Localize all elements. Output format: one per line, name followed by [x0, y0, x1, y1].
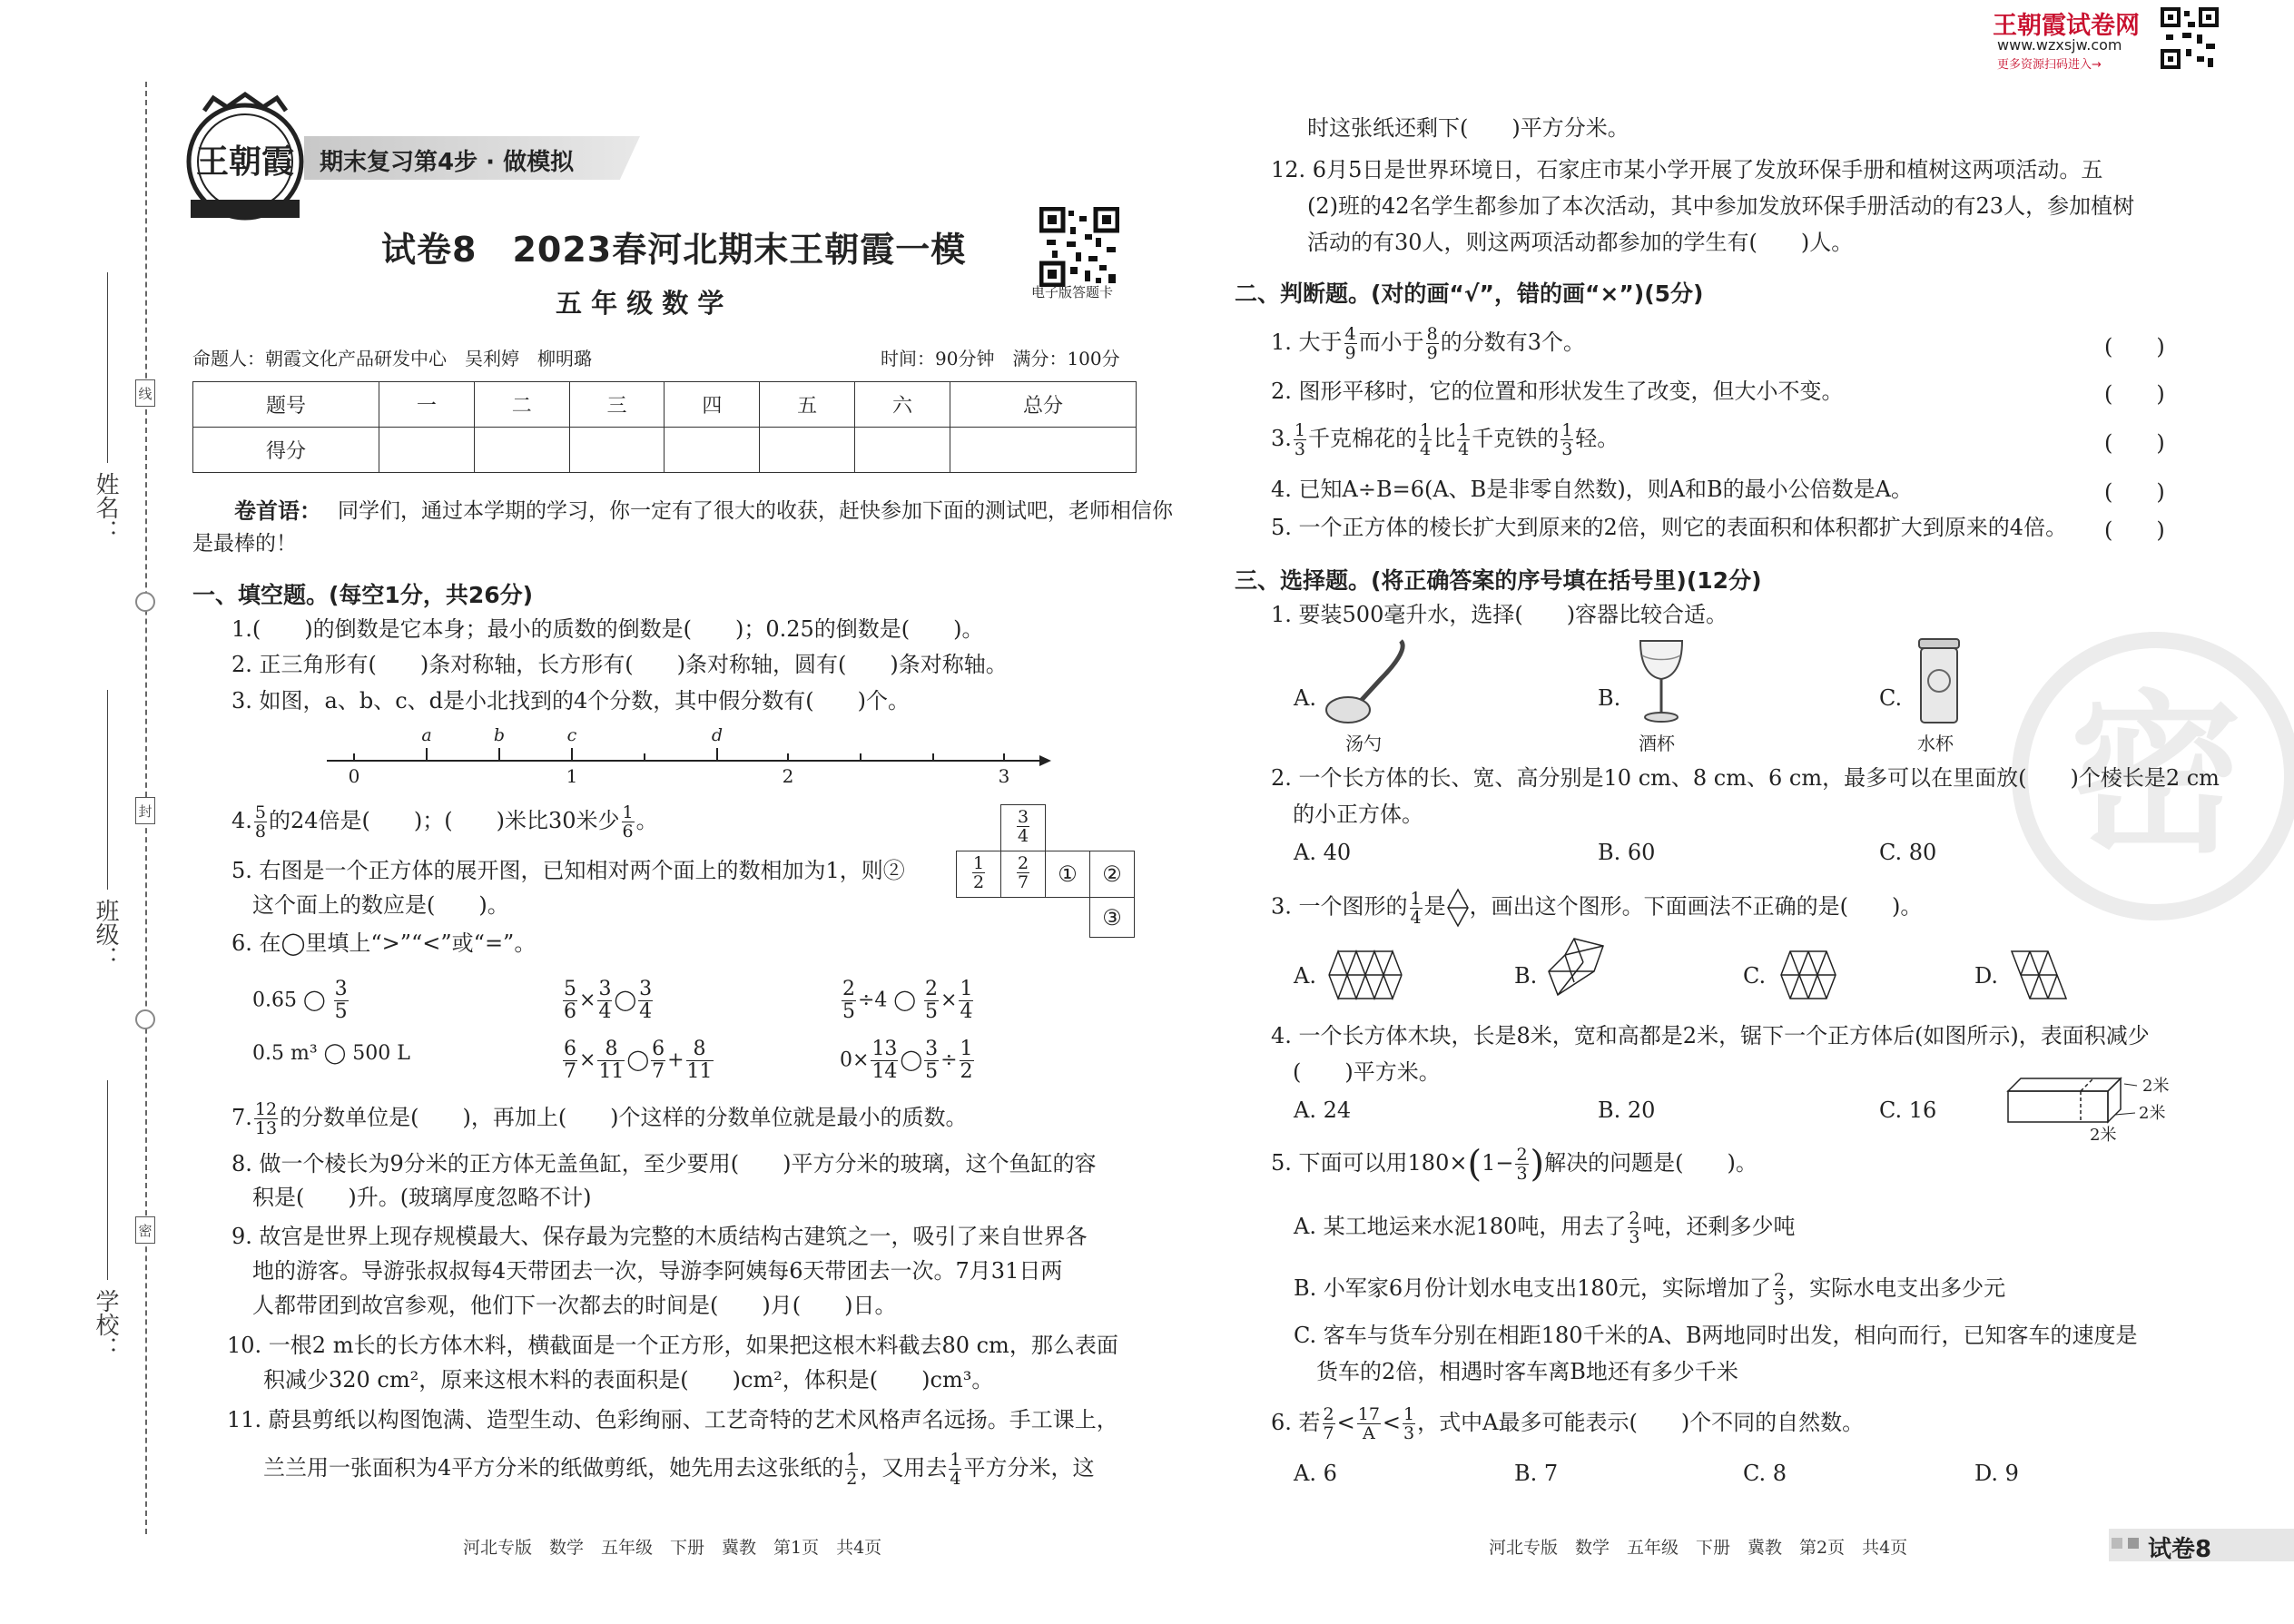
- footer-right: 河北专版 数学 五年级 下册 冀教 第2页 共4页: [1489, 1538, 1908, 1558]
- score-input[interactable]: [950, 428, 1136, 473]
- cup-icon: [1914, 635, 1964, 726]
- s1-q5: 5. 右图是一个正方体的展开图，已知相对两个面上的数相加为1，则②: [231, 858, 905, 883]
- s3-q5-option-c: 货车的2倍，相遇时客车离B地还有多少千米: [1316, 1359, 1738, 1384]
- s3-q5-option-b: B. 小军家6月份计划水电支出180元，实际增加了 $\frac{2}{3}$ ，实际水电支出多少元: [1294, 1270, 2006, 1309]
- score-cell: 五: [760, 382, 855, 428]
- paper-subtitle: 五 年 级 数 学: [556, 288, 724, 319]
- dim-label: 2米: [2139, 1104, 2166, 1123]
- s1-q8: 8. 做一个棱长为9分米的正方体无盖鱼缸，至少要用( )平方分米的玻璃，这个鱼缸的容: [231, 1151, 1097, 1176]
- score-input[interactable]: [474, 428, 569, 473]
- s3-q5-option-c: C. 客车与货车分别在相距180千米的A、B两地同时出发，相向而行，已知客车的速度是: [1294, 1323, 2138, 1348]
- answer-bracket[interactable]: ( ): [2104, 381, 2165, 407]
- score-input[interactable]: [760, 428, 855, 473]
- s3-q3: 3. 一个图形的 $\frac{1}{4}$ 是 ，画出这个图形。下面画法不正确的是( )。: [1271, 888, 1923, 928]
- nl-letter: d: [711, 725, 724, 745]
- score-cell: 三: [569, 382, 665, 428]
- brand-more: 更多资源扫码进入→: [1997, 58, 2102, 72]
- option: C. 16: [1879, 1097, 1937, 1123]
- option: D. 9: [1974, 1461, 2019, 1486]
- net-cell: ①: [1045, 851, 1090, 898]
- s3-q4: ( )平方米。: [1293, 1059, 1441, 1085]
- score-input[interactable]: [855, 428, 950, 473]
- nl-number: 1: [566, 765, 578, 786]
- answer-bracket[interactable]: ( ): [2104, 334, 2165, 359]
- caption: 汤勺: [1345, 733, 1382, 754]
- s1-q12: 12. 6月5日是世界环境日，石家庄市某小学开展了发放环保手册和植树这两项活动。五: [1271, 157, 2103, 182]
- s3-q5-option-a: A. 某工地运来水泥180吨，用去了 $\frac{2}{3}$ 吨，还剩多少吨: [1294, 1208, 1796, 1247]
- s3-q2: 2. 一个长方体的长、宽、高分别是10 cm、8 cm、6 cm，最多可以在里面放( )个棱长是2 cm: [1271, 765, 2220, 791]
- option: A. 40: [1294, 840, 1352, 865]
- qr-label: 电子版答题卡: [1031, 284, 1114, 300]
- brand-url[interactable]: www.wzxsjw.com: [1997, 36, 2122, 54]
- s2-q5: 5. 一个正方体的棱长扩大到原来的2倍，则它的表面积和体积都扩大到原来的4倍。: [1271, 515, 2068, 540]
- s1-q10: 10. 一根2 m长的长方体木料，横截面是一个正方形，如果把这根木料截去80 cm，那么表面: [227, 1333, 1118, 1358]
- nl-number: 2: [782, 765, 794, 786]
- compare-item: $\frac{5}{6}$ × $\frac{3}{4}$ ◯ $\frac{3}{4}$: [564, 978, 653, 1023]
- net-cell: ②: [1089, 851, 1135, 898]
- score-cell: 得分: [193, 428, 379, 473]
- time-score: 时间：90分钟 满分：100分: [881, 348, 1120, 369]
- s2-q1: 1. 大于 $\frac{4}{9}$ 而小于 $\frac{8}{9}$ 的分数有3个。: [1271, 324, 1585, 363]
- name-label: 姓名：: [92, 472, 119, 543]
- s3-q4: 4. 一个长方体木块，长是8米，宽和高都是2米，锯下一个正方体后(如图所示)，表面积减少: [1271, 1023, 2150, 1048]
- triangle-figure-a-icon: [1327, 950, 1409, 1000]
- nl-letter: c: [566, 725, 577, 745]
- nl-number: 3: [998, 765, 1010, 786]
- triangle-figure-c-icon: [1779, 950, 1837, 1000]
- school-label: 学校：: [92, 1289, 119, 1360]
- s1-q10: 积减少320 cm²，原来这根木料的表面积是( )cm²，体积是( )cm³。: [263, 1367, 994, 1393]
- footer-square-icon: [2112, 1538, 2122, 1549]
- class-label: 班级：: [92, 899, 119, 969]
- option-label: B.: [1514, 963, 1538, 989]
- s1-q5: 这个面上的数应是( )。: [252, 892, 509, 918]
- s1-q9: 地的游客。导游张叔叔每4天带团去一次，导游李阿姨每6天带团去一次。7月31日两: [252, 1258, 1063, 1284]
- option-label: A.: [1294, 685, 1316, 711]
- score-input[interactable]: [665, 428, 760, 473]
- s3-q5: 5. 下面可以用180×(1− $\frac{2}{3}$ )解决的问题是( )。: [1271, 1143, 1757, 1186]
- paper-title: 试卷8 2023春河北期末王朝霞一模: [381, 230, 967, 270]
- s1-q11: 时这张纸还剩下( )平方分米。: [1307, 115, 1629, 141]
- score-cell: 总分: [950, 382, 1136, 428]
- nl-letter: a: [421, 725, 432, 745]
- s1-q7: 7. $\frac{12}{13}$ 的分数单位是( )，再加上( )个这样的分数单位就是最小的质数。: [231, 1099, 968, 1138]
- option: B. 20: [1598, 1097, 1656, 1123]
- s3-q6: 6. 若 $\frac{2}{7}$ < $\frac{17}{A}$ < $\frac{1}{3}$ ，式中A最多可能表示( )个不同的自然数。: [1271, 1404, 1865, 1443]
- footer-left: 河北专版 数学 五年级 下册 冀教 第1页 共4页: [463, 1538, 882, 1558]
- dim-label: 2米: [2142, 1077, 2170, 1096]
- option-label: A.: [1294, 963, 1316, 989]
- option: B. 7: [1514, 1461, 1559, 1486]
- brand-qr-icon[interactable]: [2161, 7, 2219, 69]
- svg-text:王朝霞: 王朝霞: [195, 143, 295, 181]
- section-3-title: 三、选择题。(将正确答案的序号填在括号里)(12分): [1235, 567, 1762, 594]
- compare-item: 0.65 ◯ $\frac{3}{5}$: [252, 978, 348, 1023]
- s2-q3: 3. $\frac{1}{3}$ 千克棉花的 $\frac{1}{4}$ 比 $\frac{1}{4}$ 千克铁的 $\frac{1}{3}$ 轻。: [1271, 420, 1620, 459]
- number-line: [318, 723, 1053, 786]
- nl-number: 0: [348, 765, 360, 786]
- s2-q4: 4. 已知A÷B=6(A、B是非零自然数)，则A和B的最小公倍数是A。: [1271, 477, 1913, 502]
- authors: 命题人：朝霞文化产品研发中心 吴利婷 柳明璐: [192, 348, 592, 369]
- caption: 酒杯: [1639, 733, 1675, 754]
- s1-q4: 4. $\frac{5}{8}$ 的24倍是( )；( )米比30米少 $\frac{1}{6}$ 。: [231, 802, 658, 842]
- option: A. 24: [1294, 1097, 1352, 1123]
- s3-q2: 的小正方体。: [1293, 802, 1423, 827]
- score-table-score-row: [193, 428, 1137, 473]
- s3-q1: 1. 要装500毫升水，选择( )容器比较合适。: [1271, 602, 1728, 627]
- net-cell: ③: [1089, 897, 1135, 938]
- compare-item: 0.5 m³ ◯ 500 L: [252, 1042, 410, 1065]
- score-cell: 四: [665, 382, 760, 428]
- spoon-icon: [1321, 635, 1412, 726]
- step-label: 期末复习第4步 · 做模拟: [320, 149, 575, 176]
- cuboid-diagram-icon: [2006, 1071, 2188, 1144]
- intro-text: 是最棒的！: [192, 532, 297, 556]
- wangzhaoxia-logo: [177, 91, 313, 227]
- s1-q1: 1.( )的倒数是它本身；最小的质数的倒数是( )；0.25的倒数是( )。: [231, 616, 984, 642]
- dim-label: 2米: [2090, 1126, 2117, 1144]
- net-cell: $\frac{1}{2}$: [956, 851, 1001, 898]
- score-cell: 六: [855, 382, 950, 428]
- nl-letter: b: [493, 725, 506, 745]
- qr-code-icon[interactable]: [1039, 207, 1119, 287]
- option-label: C.: [1879, 685, 1903, 711]
- compare-item: 0× $\frac{13}{14}$ ◯ $\frac{3}{5}$ ÷ $\frac{1}{2}$: [840, 1038, 973, 1083]
- section-2-title: 二、判断题。(对的画“√”，错的画“×”)(5分): [1235, 281, 1704, 307]
- s1-q12: (2)班的42名学生都参加了本次活动，其中参加发放环保手册活动的有23人，参加植树: [1307, 193, 2135, 219]
- wine-glass-icon: [1629, 635, 1693, 726]
- option: C. 80: [1879, 840, 1937, 865]
- score-cell: 一: [379, 382, 475, 428]
- binding-knot-icon: [135, 1009, 155, 1029]
- option-label: B.: [1598, 685, 1621, 711]
- option: B. 60: [1598, 840, 1656, 865]
- compare-item: $\frac{2}{5}$ ÷4 ◯ $\frac{2}{5}$ × $\frac{1}{4}$: [842, 978, 973, 1023]
- footer-square-icon: [2128, 1538, 2139, 1549]
- binding-knot-icon: [135, 592, 155, 612]
- answer-bracket[interactable]: ( ): [2104, 479, 2165, 505]
- score-cell: 题号: [193, 382, 379, 428]
- s1-q9: 9. 故宫是世界上现存规模最大、保存最为完整的木质结构古建筑之一，吸引了来自世界各: [231, 1224, 1088, 1249]
- school-field[interactable]: [107, 1080, 108, 1280]
- triangle-figure-b-icon: [1547, 935, 1610, 1000]
- compare-item: $\frac{6}{7}$ × $\frac{8}{11}$ ◯ $\frac{6}{7}$ + $\frac{8}{11}$: [564, 1038, 713, 1083]
- answer-bracket[interactable]: ( ): [2104, 517, 2165, 543]
- rhombus-icon: [1446, 888, 1470, 928]
- svg-text:密: 密: [2069, 675, 2243, 876]
- score-table-header-row: [193, 382, 1137, 428]
- s1-q6: 6. 在◯里填上“>”“<”或“=”。: [231, 930, 537, 956]
- section-1-title: 一、填空题。(每空1分，共26分): [192, 582, 534, 608]
- score-input[interactable]: [379, 428, 475, 473]
- footer-tag: 试卷8: [2148, 1536, 2212, 1563]
- intro-text: 同学们，通过本学期的学习，你一定有了很大的收获，赶快参加下面的测试吧，老师相信你: [338, 499, 1173, 523]
- net-cell: $\frac{2}{7}$: [1000, 851, 1046, 898]
- class-field[interactable]: [107, 690, 108, 890]
- option: A. 6: [1294, 1461, 1337, 1486]
- score-input[interactable]: [569, 428, 665, 473]
- s1-q2: 2. 正三角形有( )条对称轴，长方形有( )条对称轴，圆有( )条对称轴。: [231, 652, 1008, 677]
- option-label: C.: [1743, 963, 1767, 989]
- seal-line: 线: [135, 379, 155, 407]
- s1-q3: 3. 如图，a、b、c、d是小北找到的4个分数，其中假分数有( )个。: [231, 688, 910, 714]
- option: C. 8: [1743, 1461, 1787, 1486]
- s1-q12: 活动的有30人，则这两项活动都参加的学生有( )人。: [1307, 230, 1854, 255]
- caption: 水杯: [1917, 733, 1954, 754]
- answer-bracket[interactable]: ( ): [2104, 430, 2165, 456]
- net-cell: $\frac{3}{4}$: [1000, 804, 1046, 851]
- s1-q8: 积是( )升。(玻璃厚度忽略不计): [252, 1185, 592, 1210]
- score-table: [192, 381, 1137, 473]
- option-label: D.: [1974, 963, 1999, 989]
- seal-feng: 封: [135, 797, 155, 824]
- intro-label: 卷首语：: [234, 498, 321, 524]
- seal-mi: 密: [135, 1216, 155, 1244]
- s2-q2: 2. 图形平移时，它的位置和形状发生了改变，但大小不变。: [1271, 379, 1844, 404]
- triangle-figure-d-icon: [2010, 950, 2073, 1000]
- s1-q9: 人都带团到故宫参观，他们下一次都去的时间是( )月( )日。: [252, 1293, 897, 1318]
- s1-q11: 兰兰用一张面积为4平方分米的纸做剪纸，她先用去这张纸的 $\frac{1}{2}$ ，又用去 $\frac{1}{4}$ 平方分米，这: [263, 1450, 1095, 1489]
- brand-name: 王朝霞试卷网: [1993, 12, 2140, 40]
- name-field[interactable]: [107, 272, 108, 463]
- score-cell: 二: [474, 382, 569, 428]
- s1-q11: 11. 蔚县剪纸以构图饱满、造型生动、色彩绚丽、工艺奇特的艺术风格声名远扬。手工课上，: [227, 1407, 1118, 1432]
